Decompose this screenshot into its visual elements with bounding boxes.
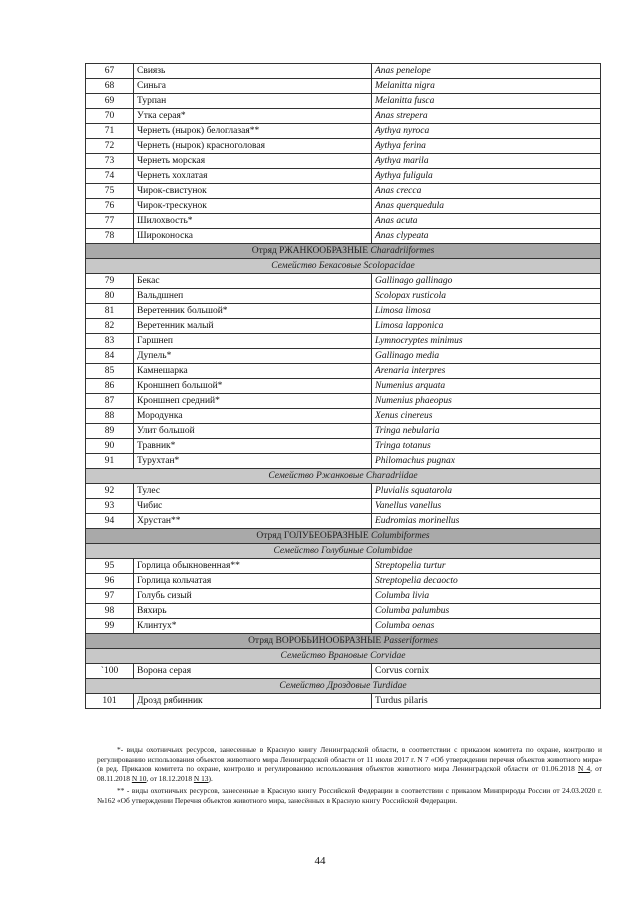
species-latin-name: Tringa nebularia bbox=[372, 424, 601, 439]
species-latin-name: Gallinago media bbox=[372, 349, 601, 364]
species-number: 89 bbox=[86, 424, 134, 439]
table-row bbox=[86, 364, 601, 379]
species-latin-name: Anas crecca bbox=[372, 184, 601, 199]
order-latin-name: Charadriiformes bbox=[370, 246, 435, 256]
species-russian-name: Чернеть морская bbox=[134, 154, 372, 169]
species-russian-name: Турухтан* bbox=[134, 454, 372, 469]
species-russian-name: Ворона серая bbox=[134, 664, 372, 679]
table-row bbox=[86, 79, 601, 94]
species-latin-name: Limosa limosa bbox=[372, 304, 601, 319]
order-header bbox=[86, 634, 601, 649]
table-row bbox=[86, 94, 601, 109]
table-row bbox=[86, 559, 601, 574]
species-russian-name: Горлица кольчатая bbox=[134, 574, 372, 589]
species-number: 84 bbox=[86, 349, 134, 364]
species-russian-name: Вальдшнеп bbox=[134, 289, 372, 304]
species-russian-name: Дрозд рябинник bbox=[134, 694, 372, 709]
species-russian-name: Тулес bbox=[134, 484, 372, 499]
family-latin-name: Scolopacidae bbox=[363, 261, 415, 271]
table-row bbox=[86, 64, 601, 79]
table-row bbox=[86, 664, 601, 679]
species-number: 67 bbox=[86, 64, 134, 79]
species-number: 76 bbox=[86, 199, 134, 214]
species-number: 77 bbox=[86, 214, 134, 229]
species-russian-name: Хрустан** bbox=[134, 514, 372, 529]
species-latin-name: Melanitta nigra bbox=[372, 79, 601, 94]
species-russian-name: Горлица обыкновенная** bbox=[134, 559, 372, 574]
species-number: 92 bbox=[86, 484, 134, 499]
order-header-row bbox=[86, 244, 601, 259]
species-number: 98 bbox=[86, 604, 134, 619]
species-latin-name: Aythya marila bbox=[372, 154, 601, 169]
species-number: 69 bbox=[86, 94, 134, 109]
species-number: `100 bbox=[86, 664, 134, 679]
species-number: 90 bbox=[86, 439, 134, 454]
family-latin-name: Corvidae bbox=[370, 651, 406, 661]
family-header-row bbox=[86, 544, 601, 559]
species-latin-name: Columba palumbus bbox=[372, 604, 601, 619]
species-number: 81 bbox=[86, 304, 134, 319]
species-number: 73 bbox=[86, 154, 134, 169]
species-table bbox=[85, 63, 601, 709]
species-russian-name: Турпан bbox=[134, 94, 372, 109]
species-russian-name: Веретенник большой* bbox=[134, 304, 372, 319]
species-russian-name: Синьга bbox=[134, 79, 372, 94]
family-header bbox=[86, 649, 601, 664]
family-header-row bbox=[86, 679, 601, 694]
species-russian-name: Чирок-трескунок bbox=[134, 199, 372, 214]
species-latin-name: Eudromias morinellus bbox=[372, 514, 601, 529]
species-russian-name: Кроншнеп средний* bbox=[134, 394, 372, 409]
order-latin-name: Columbiformes bbox=[371, 531, 430, 541]
species-latin-name: Aythya ferina bbox=[372, 139, 601, 154]
species-number: 91 bbox=[86, 454, 134, 469]
species-number: 87 bbox=[86, 394, 134, 409]
species-number: 97 bbox=[86, 589, 134, 604]
species-russian-name: Утка серая* bbox=[134, 109, 372, 124]
species-number: 99 bbox=[86, 619, 134, 634]
species-russian-name: Чибис bbox=[134, 499, 372, 514]
family-latin-name: Charadriidae bbox=[365, 471, 418, 481]
species-latin-name: Gallinago gallinago bbox=[372, 274, 601, 289]
table-row bbox=[86, 214, 601, 229]
table-row bbox=[86, 289, 601, 304]
species-russian-name: Свиязь bbox=[134, 64, 372, 79]
species-russian-name: Улит большой bbox=[134, 424, 372, 439]
species-number: 75 bbox=[86, 184, 134, 199]
species-latin-name: Anas clypeata bbox=[372, 229, 601, 244]
species-latin-name: Arenaria interpres bbox=[372, 364, 601, 379]
table-row bbox=[86, 319, 601, 334]
species-latin-name: Streptopelia decaocto bbox=[372, 574, 601, 589]
species-number: 78 bbox=[86, 229, 134, 244]
table-row bbox=[86, 589, 601, 604]
species-latin-name: Philomachus pugnax bbox=[372, 454, 601, 469]
species-number: 71 bbox=[86, 124, 134, 139]
footnote-text: *- виды охотничьих ресурсов, занесенные в Красную книгу Ленинградской области, в соответствии с приказом комитета по охране, контролю и регулированию использования объектов животного мира Ленинградской области от 11 июля 2017 г. N 7 «Об утверждении перечня объектов животного мира» (в ред. Приказов комитета по охране, контролю и регулированию использования объектов животного мира Ленинградской области от 01.06.2018 bbox=[97, 745, 602, 774]
order-header-row bbox=[86, 529, 601, 544]
species-latin-name: Melanitta fusca bbox=[372, 94, 601, 109]
family-header bbox=[86, 259, 601, 274]
species-russian-name: Кроншнеп большой* bbox=[134, 379, 372, 394]
species-latin-name: Scolopax rusticola bbox=[372, 289, 601, 304]
species-russian-name: Бекас bbox=[134, 274, 372, 289]
family-header bbox=[86, 679, 601, 694]
species-russian-name: Клинтух* bbox=[134, 619, 372, 634]
species-number: 95 bbox=[86, 559, 134, 574]
table-row bbox=[86, 349, 601, 364]
table-row bbox=[86, 184, 601, 199]
species-number: 82 bbox=[86, 319, 134, 334]
species-number: 68 bbox=[86, 79, 134, 94]
family-latin-name: Turdidae bbox=[372, 681, 407, 691]
table-row bbox=[86, 139, 601, 154]
species-latin-name: Corvus cornix bbox=[372, 664, 601, 679]
table-row bbox=[86, 604, 601, 619]
table-row bbox=[86, 169, 601, 184]
species-latin-name: Anas strepera bbox=[372, 109, 601, 124]
species-number: 96 bbox=[86, 574, 134, 589]
species-latin-name: Tringa totanus bbox=[372, 439, 601, 454]
species-latin-name: Aythya nyroca bbox=[372, 124, 601, 139]
family-header bbox=[86, 544, 601, 559]
species-latin-name: Numenius arquata bbox=[372, 379, 601, 394]
species-russian-name: Камнешарка bbox=[134, 364, 372, 379]
species-russian-name: Голубь сизый bbox=[134, 589, 372, 604]
species-latin-name: Streptopelia turtur bbox=[372, 559, 601, 574]
order-russian-name: Отряд РЖАНКООБРАЗНЫЕ bbox=[251, 246, 369, 256]
family-header-row bbox=[86, 469, 601, 484]
species-latin-name: Anas penelope bbox=[372, 64, 601, 79]
footnote-text: , от 18.12.2018 bbox=[146, 773, 194, 783]
species-russian-name: Чернеть (нырок) белоглазая** bbox=[134, 124, 372, 139]
species-latin-name: Limosa lapponica bbox=[372, 319, 601, 334]
table-row bbox=[86, 409, 601, 424]
species-russian-name: Травник* bbox=[134, 439, 372, 454]
order-russian-name: Отряд ГОЛУБЕОБРАЗНЫЕ bbox=[256, 531, 369, 541]
species-latin-name: Columba livia bbox=[372, 589, 601, 604]
page-number: 44 bbox=[314, 855, 326, 867]
footnote-text: ). bbox=[208, 773, 213, 783]
species-russian-name: Чернеть хохлатая bbox=[134, 169, 372, 184]
species-number: 88 bbox=[86, 409, 134, 424]
table-row bbox=[86, 304, 601, 319]
species-latin-name: Numenius phaeopus bbox=[372, 394, 601, 409]
species-russian-name: Мородунка bbox=[134, 409, 372, 424]
species-latin-name: Aythya fuligula bbox=[372, 169, 601, 184]
species-latin-name: Columba oenas bbox=[372, 619, 601, 634]
table-row bbox=[86, 484, 601, 499]
family-header-row bbox=[86, 649, 601, 664]
order-header bbox=[86, 244, 601, 259]
species-russian-name: Широконоска bbox=[134, 229, 372, 244]
species-number: 93 bbox=[86, 499, 134, 514]
order-latin-name: Passeriformes bbox=[383, 636, 438, 646]
footnote-link-n4[interactable]: N 4 bbox=[577, 764, 591, 774]
species-number: 72 bbox=[86, 139, 134, 154]
family-russian-name: Семейство Ржанковые bbox=[268, 471, 364, 481]
table-row bbox=[86, 379, 601, 394]
family-russian-name: Семейство Врановые bbox=[280, 651, 368, 661]
table-row bbox=[86, 334, 601, 349]
footnote-text: , от 08.11.2018 bbox=[97, 764, 602, 783]
table-row bbox=[86, 124, 601, 139]
species-latin-name: Xenus cinereus bbox=[372, 409, 601, 424]
table-row bbox=[86, 394, 601, 409]
footnote-regional-red-book bbox=[97, 745, 602, 783]
table-row bbox=[86, 439, 601, 454]
species-number: 94 bbox=[86, 514, 134, 529]
footnote-link-n10[interactable]: N 10 bbox=[131, 773, 147, 783]
species-latin-name: Lymnocryptes minimus bbox=[372, 334, 601, 349]
family-russian-name: Семейство Дроздовые bbox=[279, 681, 371, 691]
table-row bbox=[86, 199, 601, 214]
table-row bbox=[86, 574, 601, 589]
species-russian-name: Чернеть (нырок) красноголовая bbox=[134, 139, 372, 154]
species-latin-name: Pluvialis squatarola bbox=[372, 484, 601, 499]
table-row bbox=[86, 424, 601, 439]
species-number: 70 bbox=[86, 109, 134, 124]
family-russian-name: Семейство Голубиные bbox=[273, 546, 364, 556]
family-header bbox=[86, 469, 601, 484]
species-number: 83 bbox=[86, 334, 134, 349]
species-number: 74 bbox=[86, 169, 134, 184]
table-row bbox=[86, 499, 601, 514]
table-row bbox=[86, 454, 601, 469]
order-header-row bbox=[86, 634, 601, 649]
family-russian-name: Семейство Бекасовые bbox=[271, 261, 362, 271]
table-row bbox=[86, 694, 601, 709]
footnote-link-n13[interactable]: N 13 bbox=[193, 773, 209, 783]
table-row bbox=[86, 514, 601, 529]
species-russian-name: Шилохвость* bbox=[134, 214, 372, 229]
species-number: 86 bbox=[86, 379, 134, 394]
table-row bbox=[86, 154, 601, 169]
species-number: 80 bbox=[86, 289, 134, 304]
family-latin-name: Columbidae bbox=[366, 546, 413, 556]
species-latin-name: Anas querquedula bbox=[372, 199, 601, 214]
species-russian-name: Вяхирь bbox=[134, 604, 372, 619]
species-latin-name: Vanellus vanellus bbox=[372, 499, 601, 514]
species-russian-name: Дупель* bbox=[134, 349, 372, 364]
footnote-federal-red-book: ** - виды охотничьих ресурсов, занесенные в Красную книгу Российской Федерации в соответствии с приказом Минприроды России от 24.03.2020 г. №162 «Об утверждении Перечня объектов животного мира, занесённых в Красную книгу Российской Федерации. bbox=[97, 786, 602, 805]
species-number: 79 bbox=[86, 274, 134, 289]
table-row bbox=[86, 109, 601, 124]
family-header-row bbox=[86, 259, 601, 274]
table-row bbox=[86, 619, 601, 634]
species-number: 85 bbox=[86, 364, 134, 379]
species-latin-name: Turdus pilaris bbox=[372, 694, 601, 709]
species-russian-name: Чирок-свистунок bbox=[134, 184, 372, 199]
order-header bbox=[86, 529, 601, 544]
table-row bbox=[86, 229, 601, 244]
species-number: 101 bbox=[86, 694, 134, 709]
order-russian-name: Отряд ВОРОБЬИНООБРАЗНЫЕ bbox=[248, 636, 382, 646]
species-latin-name: Anas acuta bbox=[372, 214, 601, 229]
table-row bbox=[86, 274, 601, 289]
species-russian-name: Веретенник малый bbox=[134, 319, 372, 334]
species-russian-name: Гаршнеп bbox=[134, 334, 372, 349]
